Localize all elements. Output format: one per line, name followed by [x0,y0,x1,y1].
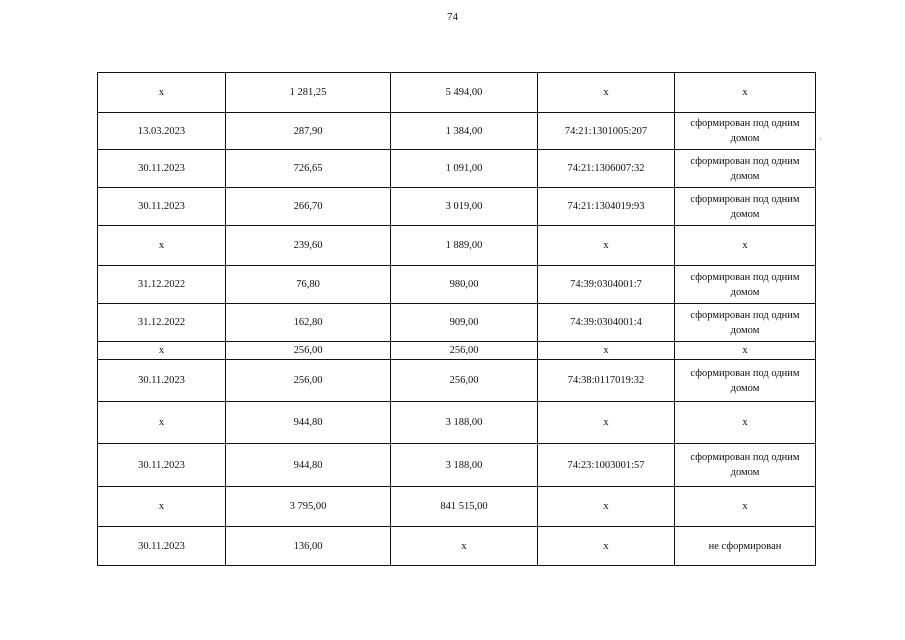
table-cell-date: 31.12.2022 [98,266,226,304]
table-cell-status: не сформирован [675,527,816,566]
table-cell-date: 30.11.2023 [98,188,226,226]
table-cell-date: х [98,226,226,266]
table-row [98,226,816,266]
table-row [98,188,816,226]
table-cell-value: 980,00 [391,266,538,304]
table-row [98,402,816,444]
table-cell-cadastral-number: х [538,73,675,113]
table-cell-status: х [675,73,816,113]
table-cell-value: 256,00 [391,342,538,360]
table-row [98,150,816,188]
table-cell-value: 1 384,00 [391,113,538,150]
table-cell-value: 1 091,00 [391,150,538,188]
data-table [97,72,816,566]
table-cell-date: 30.11.2023 [98,444,226,487]
table-cell-date: х [98,73,226,113]
table-cell-status: сформирован под одним домом [675,150,816,188]
table-cell-date: х [98,487,226,527]
table-cell-area: 239,60 [226,226,391,266]
table-cell-cadastral-number: 74:23:1003001:57 [538,444,675,487]
table-cell-area: 944,80 [226,402,391,444]
table-cell-date: 13.03.2023 [98,113,226,150]
table-cell-cadastral-number: х [538,487,675,527]
table-cell-date: 30.11.2023 [98,360,226,402]
table-cell-area: 76,80 [226,266,391,304]
table-row [98,342,816,360]
table-cell-cadastral-number: 74:38:0117019:32 [538,360,675,402]
table-cell-area: 3 795,00 [226,487,391,527]
table-cell-status: сформирован под одним домом [675,188,816,226]
table-cell-status: сформирован под одним домом [675,444,816,487]
table-cell-status: х [675,487,816,527]
table-row [98,304,816,342]
table-cell-status: сформирован под одним домом [675,266,816,304]
table-cell-status: сформирован под одним домом [675,113,816,150]
table-cell-value: 909,00 [391,304,538,342]
table-cell-date: х [98,402,226,444]
table-row [98,527,816,566]
table-cell-area: 266,70 [226,188,391,226]
table-cell-value: 3 019,00 [391,188,538,226]
table-cell-cadastral-number: х [538,226,675,266]
table-row [98,487,816,527]
table-cell-date: 30.11.2023 [98,150,226,188]
table-cell-value: 3 188,00 [391,444,538,487]
table-cell-cadastral-number: 74:21:1304019:93 [538,188,675,226]
table-row [98,73,816,113]
table-cell-cadastral-number: 74:39:0304001:7 [538,266,675,304]
table-row [98,360,816,402]
table-cell-cadastral-number: 74:39:0304001:4 [538,304,675,342]
table-cell-value: 256,00 [391,360,538,402]
table-cell-cadastral-number: х [538,342,675,360]
table-row [98,444,816,487]
table-cell-cadastral-number: 74:21:1306007:32 [538,150,675,188]
table-cell-status: х [675,226,816,266]
table-cell-status: сформирован под одним домом [675,304,816,342]
table-cell-status: х [675,402,816,444]
table-cell-value: 1 889,00 [391,226,538,266]
table-cell-area: 256,00 [226,360,391,402]
table-cell-date: 30.11.2023 [98,527,226,566]
table-cell-area: 944,80 [226,444,391,487]
table-cell-value: 5 494,00 [391,73,538,113]
table-row [98,266,816,304]
table-cell-status: х [675,342,816,360]
table-cell-area: 256,00 [226,342,391,360]
table-cell-area: 726,65 [226,150,391,188]
table-cell-date: х [98,342,226,360]
table-row [98,113,816,150]
table-cell-cadastral-number: х [538,527,675,566]
scan-artifact-mark: · [819,134,822,144]
table-cell-status: сформирован под одним домом [675,360,816,402]
page-number: 74 [447,11,458,23]
table-cell-cadastral-number: х [538,402,675,444]
table-cell-value: 841 515,00 [391,487,538,527]
table-cell-area: 1 281,25 [226,73,391,113]
table-cell-date: 31.12.2022 [98,304,226,342]
table-cell-area: 162,80 [226,304,391,342]
table-cell-value: х [391,527,538,566]
table-cell-area: 136,00 [226,527,391,566]
table-cell-value: 3 188,00 [391,402,538,444]
table-cell-area: 287,90 [226,113,391,150]
table-cell-cadastral-number: 74:21:1301005:207 [538,113,675,150]
